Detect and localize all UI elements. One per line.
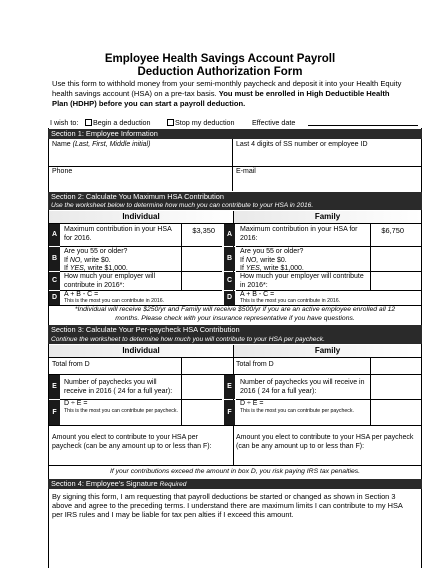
- signature-terms: By signing this form, I am requesting that payroll deductions be started or changed as shown in Section 3 above and agree to the preceding terms. I understand there are maximum limits I can contribute to my HSA per IRS rules and I may be liable for tax pen alties if I exceed this amount.: [52, 492, 403, 520]
- total-from-d-label-ind: Total from D: [52, 361, 90, 368]
- section1-header: [48, 129, 422, 139]
- row-a-label-ind: Maximum contribution in your HSA for 2016.: [64, 226, 172, 242]
- row-c-label-fam: How much your employer will contribute in 2016*:: [240, 273, 364, 289]
- section2-family-heading: Family: [314, 212, 341, 221]
- row-f-letter-ind: F: [49, 400, 60, 425]
- row-f-input-ind[interactable]: [182, 400, 221, 425]
- row-f-letter-fam: F: [224, 400, 235, 425]
- row-c-letter-fam: C: [224, 272, 235, 290]
- row-f-note-ind: This is the most you can contribute per paycheck.: [64, 408, 178, 414]
- phone-field[interactable]: [49, 177, 232, 191]
- row-e-letter-ind: E: [49, 375, 60, 399]
- section2-subtitle: Use the worksheet below to determine how much you can contribute to your HSA in 2016.: [48, 201, 422, 210]
- row-a-label-fam: Maximum contribution in your HSA for 2016:: [240, 226, 358, 242]
- section2-individual-heading: Individual: [122, 212, 160, 221]
- section4-header: [48, 479, 422, 489]
- effective-date-label: Effective date: [252, 118, 296, 127]
- total-from-d-label-fam: Total from D: [236, 361, 274, 368]
- section3-title: Section 3: Calculate Your Per-paycheck HSA Contribution: [51, 325, 240, 334]
- max-amount-individual: $3,350: [192, 226, 215, 235]
- intro-text: Use this form to withhold money from your semi-monthly paycheck and deposit it into your Health Equity health savings account (HSA) on a pre-tax basis.: [52, 79, 402, 98]
- total-from-d-input-ind[interactable]: [182, 358, 233, 374]
- row-a-letter-ind: A: [49, 224, 60, 246]
- row-d-note-ind: This is the most you can contribute in 2016.: [64, 298, 165, 304]
- phone-label: Phone: [52, 168, 73, 175]
- row-b-label-ind: Are you 55 or older? If NO, write $0. If YES, write $1,000.: [64, 248, 128, 272]
- name-label: Name (Last, First, Middle initial): [52, 141, 151, 148]
- row-f-label-fam: D ÷ E =: [240, 400, 264, 407]
- row-d-input-ind[interactable]: [182, 291, 221, 305]
- row-b-letter-ind: B: [49, 247, 60, 271]
- section4-required: Required: [159, 481, 187, 488]
- form-title-line2: Deduction Authorization Form: [137, 66, 303, 78]
- name-field[interactable]: [49, 150, 232, 165]
- row-b-input-ind[interactable]: [182, 247, 221, 271]
- row-e-input-ind[interactable]: [182, 375, 221, 399]
- email-field[interactable]: [233, 177, 421, 191]
- row-a-letter-fam: A: [224, 224, 235, 246]
- row-f-input-fam[interactable]: [371, 400, 421, 425]
- section3-family-heading: Family: [314, 346, 341, 355]
- row-e-letter-fam: E: [224, 375, 235, 399]
- row-c-input-ind[interactable]: [182, 272, 221, 290]
- row-d-letter-fam: D: [224, 291, 235, 305]
- section2-footnote-line2: months. Please check with your insurance representative if you have questions.: [115, 315, 355, 322]
- begin-deduction-label: Begin a deduction: [93, 118, 151, 127]
- email-label: E-mail: [236, 168, 256, 175]
- penalty-warning: If your contributions exceed the amount in box D, you risk paying IRS tax penalties.: [109, 468, 361, 475]
- section4-title: Section 4: Employee's Signature: [51, 479, 158, 488]
- elect-amount-input-fam[interactable]: [234, 426, 421, 465]
- row-e-label-fam: Number of paychecks you will receive in 2016 ( 24 for a full year):: [240, 379, 365, 395]
- row-c-label-ind: How much your employer will contribute in 2016*:: [64, 273, 156, 289]
- effective-date-field[interactable]: [308, 118, 418, 126]
- section3-individual-heading: Individual: [122, 346, 160, 355]
- election-lead: I wish to:: [50, 118, 79, 127]
- row-e-label-ind: Number of paychecks you will receive in 2016 ( 24 for a full year):: [64, 379, 173, 395]
- row-d-input-fam[interactable]: [371, 291, 421, 305]
- row-b-input-fam[interactable]: [371, 247, 421, 271]
- row-f-label-ind: D ÷ E =: [64, 400, 88, 407]
- section2-title: Section 2: Calculate You Maximum HSA Contribution: [51, 192, 224, 201]
- begin-deduction-checkbox[interactable]: [85, 119, 92, 126]
- ss-label: Last 4 digits of SS number or employee ID: [236, 141, 368, 148]
- row-d-label-fam: A + B - C =: [240, 291, 275, 298]
- form-title-line1: Employee Health Savings Account Payroll: [104, 53, 336, 65]
- ss-field[interactable]: [233, 150, 421, 165]
- max-amount-family: $6,750: [381, 226, 404, 235]
- total-from-d-input-fam[interactable]: [371, 358, 421, 374]
- stop-deduction-label: Stop my deduction: [175, 118, 235, 127]
- section1-title: Section 1: Employee Information: [51, 129, 158, 138]
- stop-deduction-checkbox[interactable]: [167, 119, 174, 126]
- row-d-letter-ind: D: [49, 291, 60, 305]
- row-d-note-fam: This is the most you can contribute in 2016.: [240, 298, 341, 304]
- row-c-letter-ind: C: [49, 272, 60, 290]
- intro-paragraph: [52, 79, 402, 109]
- intro-bold-text: You must be enrolled in High Deductible Health Plan (HDHP) before you can start a payroll deduction.: [52, 89, 390, 108]
- row-e-input-fam[interactable]: [371, 375, 421, 399]
- elect-amount-label-fam: Amount you elect to contribute to your HSA per paycheck (can be any amount up to or less than F):: [236, 434, 414, 450]
- section3-header: [48, 325, 422, 335]
- section3-subtitle: Continue the worksheet to determine how much you will contribute to your HSA per paycheck.: [48, 335, 422, 344]
- election-row: [50, 118, 420, 128]
- name-hint: (Last, First, Middle initial): [72, 141, 151, 148]
- row-c-input-fam[interactable]: [371, 272, 421, 290]
- section2-footnote-line1: *Individual will receive $250/yr and Family will receive $500/yr if you are an active employee enrolled all 12: [74, 306, 396, 313]
- row-b-letter-fam: B: [224, 247, 235, 271]
- row-f-note-fam: This is the most you can contribute per paycheck.: [240, 408, 354, 414]
- row-b-label-fam: Are you 55 or older? If NO, write $0. If YES, write $1,000.: [240, 248, 304, 272]
- row-d-label-ind: A + B - C =: [64, 291, 99, 298]
- elect-amount-label-ind: Amount you elect to contribute to your HSA per paycheck (can be any amount up to or less than F):: [52, 434, 212, 450]
- elect-amount-input-ind[interactable]: [49, 426, 233, 465]
